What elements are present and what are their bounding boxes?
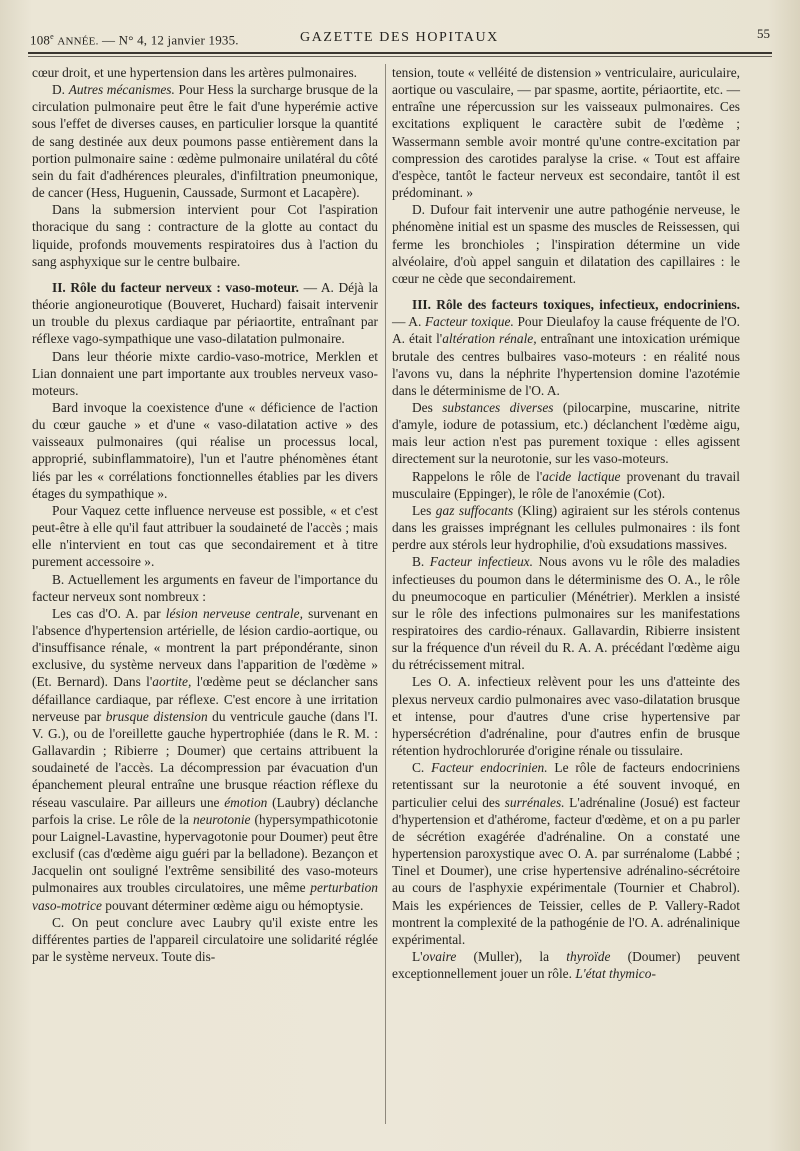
paragraph: Rappelons le rôle de l'acide lactique provenant du travail musculaire (Eppinger), le rôle de l'anoxémie (Cot). — [392, 468, 740, 501]
issue-date: — N° 4, 12 janvier 1935. — [102, 32, 239, 48]
year-suffix: e — [50, 32, 54, 41]
paragraph-autres-mecanismes: D. Autres mécanismes. Pour Hess la surcharge brusque de la circulation pulmonaire peut être le fait d'une hyperémie active sous l'effet de diverses causes, en particulier lorsque la quantité de sang destinée aux deux poumons passe entièrement dans la portion pulmonaire saine : œdème pulmonaire unilatéral du côté sein du fait d'adhérences pleurales, d'infiltration pneumonique, de cancer (Hess, Huguenin, Caussade, Surmont et Lacapère). — [32, 82, 378, 201]
paragraph: Dans la submersion intervient pour Cot l'aspiration thoracique du sang : contracture de la glotte au contact du liquide, profonds mouvements respiratoires dus à l'action du sang asphyxique sur le centre bulbaire. — [32, 202, 378, 269]
paragraph: Dans leur théorie mixte cardio-vaso-motrice, Merklen et Lian donnaient une part importante aux troubles nerveux vaso-moteurs. — [32, 348, 378, 398]
header-rule-thin — [28, 56, 772, 57]
year-number: 108 — [30, 32, 51, 48]
paragraph: Bard invoque la coexistence d'une « déficience de l'action du cœur gauche » et d'une « vaso-dilatation active » des vaisseaux pulmonaires (qui réalise un processus local, approprié, subinflammatoire), l'un et l'autre phénomènes étant liés par les « corrélations fonctionnelles établies par les divers étages du sympathique ». — [32, 399, 378, 501]
right-column — [392, 64, 740, 982]
paragraph: Les cas d'O. A. par lésion nerveuse centrale, survenant en l'absence d'hypertension artérielle, de lésion cardio-aortique, ou d'insuffisance rénale, « montrent la part prépondérante, sinon exclusive, du système nerveux dans l'apparition de l'œdème » (Et. Bernard). Dans l'aortite, l'œdème peut se déclancher sans défaillance cardiaque, par réflexe. C'est encore à une irritation nerveuse par brusque distension du ventricule gauche (dans l'I. V. G.), ou de l'oreillette gauche hypertrophiée (dans le R. M. : Gallavardin ; Ribierre ; Doumer) que certains attribuent la soudaineté de l'accès. La décompression par évacuation d'un épanchement pleural entraîne une brusque réaction réflexe du réseau vasculaire. Par ailleurs une émotion (Laubry) déclanche parfois la crise. Le rôle de la neurotonie (hypersympathicotonie pour Laignel-Lavastine, hypervagotonie pour Doumer) peut être exclusif (cas d'œdème aigu guéri par la belladone). Bezançon et Jacquelin ont souligné l'extrême sensibilité des vaso-moteurs pulmonaires aux troubles circulatoires, une même perturbation vaso-motrice pouvant déterminer œdème aigu ou hémoptysie. — [32, 605, 379, 913]
journal-title: GAZETTE DES HOPITAUX — [300, 30, 499, 45]
paragraph: Pour Vaquez cette influence nerveuse est possible, « et c'est peut-être à elle qu'il faut attribuer la soudaineté de l'accès ; mais elle n'intervient en tout cas que secondairement et à titre purement accessoire ». — [32, 502, 378, 570]
paragraph: cœur droit, et une hypertension dans les artères pulmonaires. — [32, 65, 357, 80]
paragraph: Les gaz suffocants (Kling) agiraient sur les stérols contenus dans les graisses imprégnant les cellules pulmonaires : ils font perdre aux stérols leur hydrophilie, d'où exsudations massives. — [392, 502, 740, 553]
section-heading-facteur-nerveux: II. Rôle du facteur nerveux : vaso-moteur. — A. Déjà la théorie angioneurotique (Bouveret, Huchard) faisait intervenir un trouble du plexus cardiaque par périaortite, entraînant par réflexe vago-sympathique une vaso-dilatation pulmonaire. — [32, 279, 378, 347]
paragraph: L'ovaire (Muller), la thyroïde (Doumer) peuvent exceptionnellement jouer un rôle. L'état thymico- — [392, 948, 740, 982]
column-divider — [385, 64, 386, 1124]
page-header — [30, 26, 770, 52]
paragraph: tension, toute « velléité de distension » ventriculaire, auriculaire, aortique ou vasculaire, — par spasme, aortite, périaortite, etc. — entraîne une répercussion sur les vaisseaux pulmonaires. Ces excitations expliquent le caractère subit de l'œdème ; Wassermann semble avoir montré qu'une contre-excitation par compression des carotides paralyse la crise. « Tout est affaire d'espèce, tantôt le facteur nerveux est secondaire, tantôt il est prédominant. » — [392, 65, 740, 201]
paragraph-facteur-endocrinien: C. Facteur endocrinien. Le rôle de facteurs endocriniens retentissant sur la neurotonie a été souvent invoqué, en particulier celui des surrénales. L'adrénaline (Josué) est facteur d'hypertension et d'athérome, facteur d'œdème, et on a pu parler de sécrétion exagérée d'adrénaline. On a constaté une hypertension paroxystique avec O. A. par surrénalome (Labbé ; Tinel et Doumer), une crise hypertensive adrénalino-sécrétoire au cours de l'asphyxie expérimentale (Tournier et Chabrol). Mais les expériences de Teissier, celles de P. Vallery-Radot montrent la complexité de la pathogénie de l'O. A. adrénalinique expérimental. — [392, 760, 740, 947]
section-heading-facteurs-toxiques: III. Rôle des facteurs toxiques, infectieux, endocriniens. — A. Facteur toxique. Pour Dieulafoy la cause fréquente de l'O. A. était l'altération rénale, entraînant une intoxication urémique brutale des centres bulbaires vaso-moteurs : en réalité nous l'avons vu, dans la néphrite l'hypertension domine l'azotémie dans le déterminisme de l'O. A. — [392, 297, 740, 398]
header-rule — [28, 52, 772, 54]
year-word: ANNÉE. — [57, 35, 99, 48]
page-number: 55 — [757, 26, 770, 41]
paragraph: D. Dufour fait intervenir une autre pathogénie nerveuse, le phénomène initial est un spasme des muscles de Reissessen, qui ferme les bronchioles ; l'inspiration détermine un vide alvéolaire, d'où appel sanguin et dilatation des capillaires : le cœur ne cède que secondairement. — [392, 202, 740, 286]
paragraph: C. On peut conclure avec Laubry qu'il existe entre les différentes parties de l'appareil circulatoire une solidarité réglée par le système nerveux. Toute dis- — [32, 914, 378, 964]
left-column — [32, 64, 378, 965]
paragraph: Les O. A. infectieux relèvent pour les uns d'atteinte des plexus nerveux cardio pulmonaires avec vaso-dilatation brusque et intense, pour d'autres d'une crise hypertensive par hypersécrétion d'adrénaline, pour d'autres enfin de brusque rétention hydrochlorurée d'origine rénale ou tissulaire. — [392, 674, 740, 759]
paragraph: Des substances diverses (pilocarpine, muscarine, nitrite d'amyle, iodure de potassium, etc.) déclanchent l'œdème aigu, mais leur action n'est pas purement toxique : elles agissent directement sur la neurotonie, sur les vaso-moteurs. — [392, 399, 740, 467]
paragraph: B. Actuellement les arguments en faveur de l'importance du facteur nerveux sont nombreux : — [32, 571, 378, 604]
paragraph-facteur-infectieux: B. Facteur infectieux. Nous avons vu le rôle des maladies infectieuses du poumon dans le déterminisme des O. A., le rôle du pneumocoque en particulier (Ménétrier). Merklen a insisté sur le rôle des infections pulmonaires sur les manifestations respiratoires des cardio-rénaux. Gallavardin, Ribierre insistent sur la fréquence d'un réveil du R. A. A. précédant l'œdème aigu du rétrécissement mitral. — [392, 554, 740, 673]
issue-info — [30, 32, 239, 48]
